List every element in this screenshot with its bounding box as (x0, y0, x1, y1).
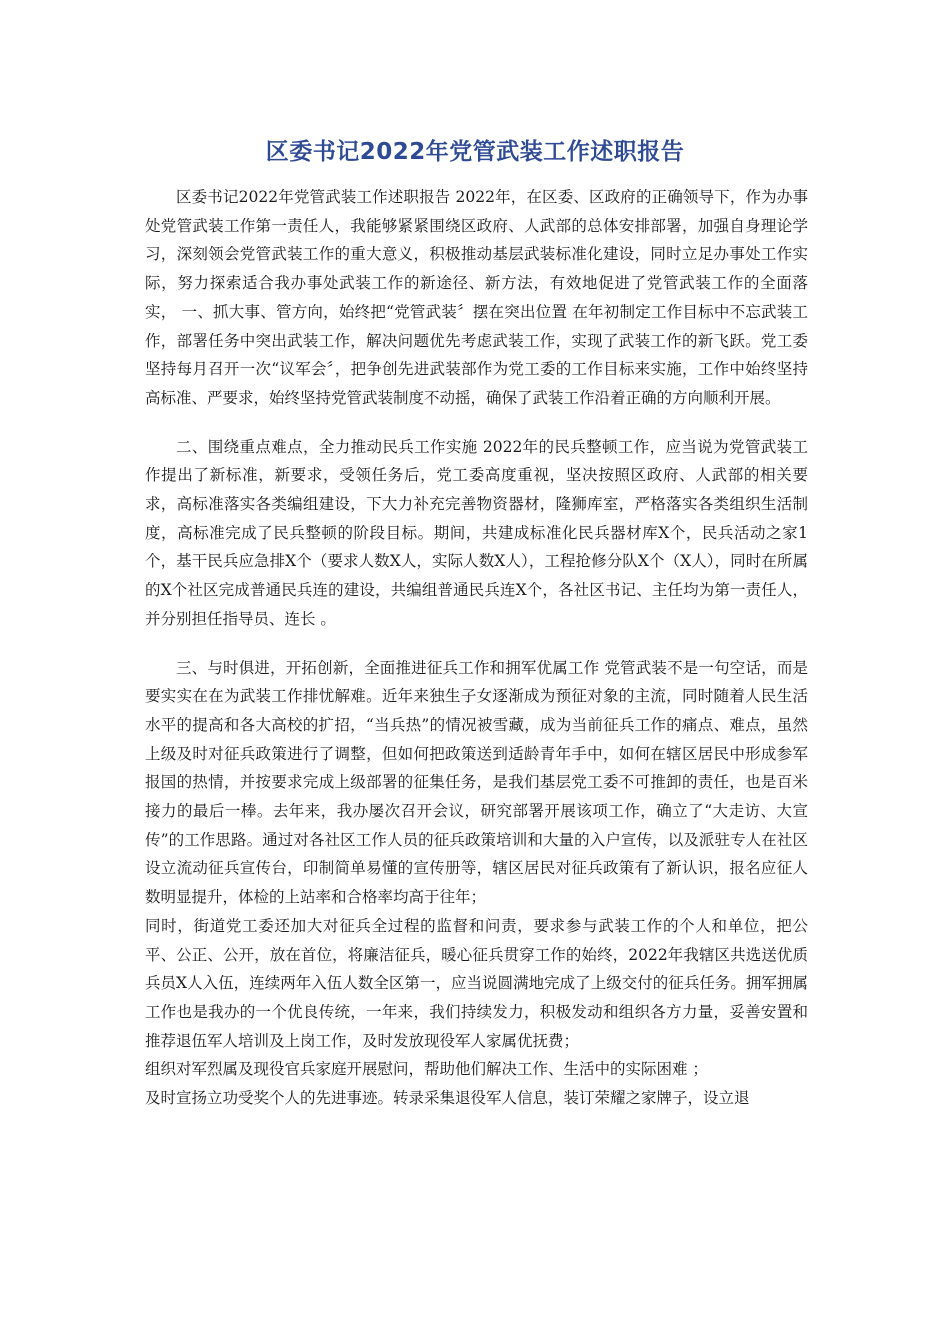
paragraph-supervision: 同时，街道党工委还加大对征兵全过程的监督和问责，要求参与武装工作的个人和单位，把公平、公正、公开，放在首位，将廉洁征兵，暖心征兵贯穿工作的始终，2022年我辖区共选送优质兵员X人入伍，连续两年入伍人数全区第一，应当说圆满地完成了上级交付的征兵任务。拥军拥属工作也是我办的一个优良传统，一年来，我们持续发力，积极发动和组织各方力量，妥善安置和推荐退伍军人培训及上岗工作，及时发放现役军人家属优抚费； (145, 916, 808, 1050)
document-body (145, 183, 808, 1113)
paragraph-militia: 二、围绕重点难点，全力推动民兵工作实施 2022年的民兵整顿工作，应当说为党管武装工作提出了新标准，新要求，受领任务后，党工委高度重视，坚决按照区政府、人武部的相关要求，高标准落实各类编组建设，下大力补充完善物资器材，隆狮库室，严格落实各类组织生活制度，高标准完成了民兵整顿的阶段目标。期间，共建成标准化民兵器材库X个，民兵活动之家1个，基干民兵应急排X个（要求人数X人，实际人数X人），工程抢修分队X个（X人），同时在所属的X个社区完成普通民兵连的建设，共编组普通民兵连X个，各社区书记、主任均为第一责任人，并分别担任指导员、连长 。 (145, 437, 808, 628)
paragraph-intro: 区委书记2022年党管武装工作述职报告 2022年，在区委、区政府的正确领导下，作为办事处党管武装工作第一责任人，我能够紧紧围绕区政府、人武部的总体安排部署，加强自身理论学习，深刻领会党管武装工作的重大意义，积极推动基层武装标准化建设，同时立足办事处工作实际，努力探索适合我办事处武装工作的新途径、新方法，有效地促进了党管武装工作的全面落实， 一、抓大事、管方向，始终把“党管武装〞摆在突出位置 在年初制定工作目标中不忘武装工作，部署任务中突出武装工作，解决问题优先考虑武装工作，实现了武装工作的新飞跃。党工委坚持每月召开一次“议军会〞，把争创先进武装部作为党工委的工作目标来实施，工作中始终坚持高标准、严要求，始终坚持党管武装制度不动摇，确保了武装工作沿着正确的方向顺利开展。 (145, 188, 808, 407)
document-title: 区委书记2022年党管武装工作述职报告 (265, 139, 685, 165)
paragraph-condolence: 组织对军烈属及现役官兵家庭开展慰问，帮助他们解决工作、生活中的实际困难 ； (145, 1060, 708, 1079)
paragraph-publicity: 及时宣扬立功受奖个人的先进事迹。转录采集退役军人信息，装订荣耀之家牌子，设立退 (145, 1089, 750, 1108)
paragraph-conscription: 三、与时俱进，开拓创新，全面推进征兵工作和拥军优属工作 党管武装不是一句空话，而是要实实在在为武装工作排忧解难。近年来独生子女逐渐成为预征对象的主流，同时随着人民生活水平的提高和各大高校的扩招，“当兵热”的情况被雪藏，成为当前征兵工作的痛点、难点，虽然上级及时对征兵政策进行了调整，但如何把政策送到适龄青年手中，如何在辖区居民中形成参军报国的热情，并按要求完成上级部署的征集任务，是我们基层党工委不可推卸的责任，也是百米接力的最后一棒。去年来，我办屡次召开会议，研究部署开展该项工作，确立了“大走访、大宣传”的工作思路。通过对各社区工作人员的征兵政策培训和大量的入户宣传，以及派驻专人在社区设立流动征兵宣传台，印制简单易懂的宣传册等，辖区居民对征兵政策有了新认识，报名应征人数明显提升，体检的上站率和合格率均高于往年； (145, 658, 808, 907)
